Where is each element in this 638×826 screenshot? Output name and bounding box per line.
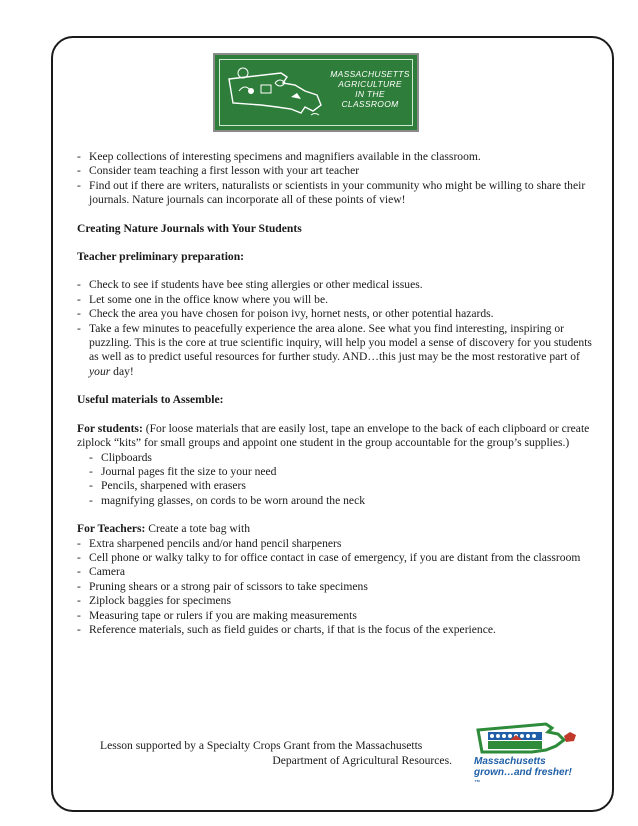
list-item: - Find out if there are writers, naturalists or scientists in your community who might be willing to share their journals. Nature journals can incorporate all of these points of view! (77, 178, 586, 207)
grant-credit-line-1: Lesson supported by a Specialty Crops Grant from the Massachusetts (100, 739, 423, 752)
logo-text-line: IN THE CLASSROOM (341, 89, 399, 109)
list-item: - magnifying glasses, on cords to be worn around the neck (89, 493, 366, 507)
list-item: - Take a few minutes to peacefully experience the area alone. See what you find interesting, inspiring or puzzling. This is the core at true scientific inquiry, will help you model a sense of discovery for you students as well as to predict useful resources for further study. AND…this just may be the most restorative part of your day! (77, 321, 592, 378)
logo-text-line: AGRICULTURE (338, 79, 402, 89)
list-item: - Clipboards (89, 450, 152, 464)
list-item: - Camera (77, 565, 126, 579)
preliminary-last-text: Take a few minutes to peacefully experience the area alone. See what you find interesting, inspiring or puzzling. This is the core at true scientific inquiry, will help you model a sense of discovery for you students as well as to predict useful resources for further study. AND…this just may be the most restorative part of (89, 321, 592, 364)
list-item: - Extra sharpened pencils and/or hand pencil sharpeners (77, 536, 342, 550)
list-item: - Consider team teaching a first lesson with your art teacher (77, 164, 360, 178)
list-item: - Keep collections of interesting specimens and magnifiers available in the classroom. (77, 150, 481, 163)
list-item: - Measuring tape or rulers if you are making measurements (77, 608, 357, 622)
list-item: - Reference materials, such as field guides or charts, if that is the focus of the experience. (77, 622, 496, 636)
section-heading-preliminary: Teacher preliminary preparation: (77, 250, 245, 264)
logo-text (327, 69, 413, 109)
grown-logo-line-1: Massachusetts (474, 756, 546, 767)
massachusetts-map-icon (221, 61, 331, 125)
list-item: - Check to see if students have bee sting allergies or other medical issues. (77, 278, 423, 292)
list-item: - Ziplock baggies for specimens (77, 594, 231, 608)
preliminary-last-end: day! (110, 364, 134, 378)
teachers-text: Create a tote bag with (145, 522, 251, 536)
massachusetts-grown-logo (474, 716, 584, 786)
section-heading-materials: Useful materials to Assemble: (77, 393, 224, 407)
list-item: - Pencils, sharpened with erasers (89, 479, 246, 493)
list-item: - Cell phone or walky talky to for office contact in case of emergency, if you are distant from the classroom (77, 550, 581, 564)
grown-logo-text (474, 756, 584, 791)
emphasis-your: your (89, 364, 111, 378)
document-body (77, 150, 595, 637)
agriculture-in-the-classroom-logo (213, 53, 419, 132)
grown-logo-line-2: grown…and fresher! (474, 767, 572, 778)
list-item: - Journal pages fit the size to your need (89, 464, 277, 478)
logo-text-line: MASSACHUSETTS (330, 69, 410, 79)
list-item: - Let some one in the office know where you will be. (77, 292, 329, 306)
students-text: (For loose materials that are easily lost, tape an envelope to the back of each clipboard or create ziplock “kits” for small groups and appoint one student in the group accountable for the group’s supplies.) (77, 421, 590, 450)
teachers-label: For Teachers: (77, 522, 146, 536)
massachusetts-state-outline-icon (474, 716, 584, 760)
list-item: - Pruning shears or a strong pair of scissors to take specimens (77, 579, 368, 593)
grant-credit (100, 738, 452, 768)
teachers-paragraph (77, 522, 595, 536)
list-item: - Check the area you have chosen for poison ivy, hornet nests, or other potential hazards. (77, 307, 494, 321)
section-heading-creating: Creating Nature Journals with Your Students (77, 221, 302, 235)
trademark-symbol: ™ (474, 780, 480, 786)
students-paragraph (77, 422, 595, 451)
students-label: For students: (77, 421, 143, 435)
grant-credit-line-2: Department of Agricultural Resources. (272, 754, 452, 767)
